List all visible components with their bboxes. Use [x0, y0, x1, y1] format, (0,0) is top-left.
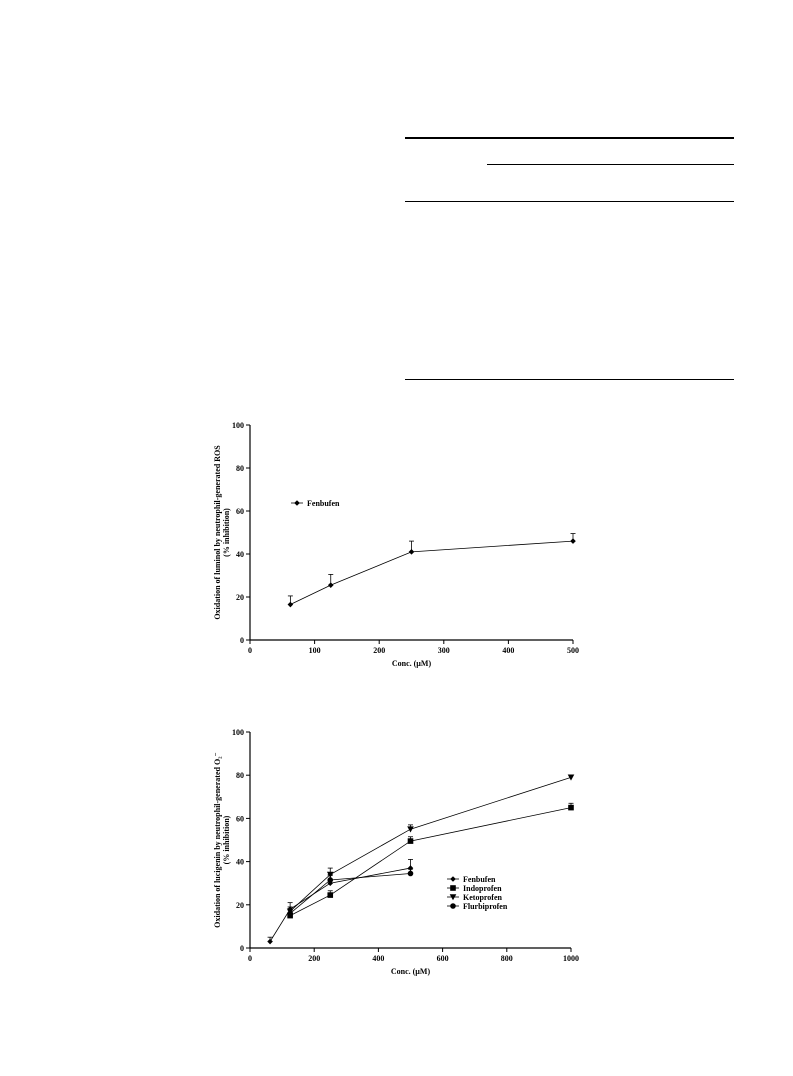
data-point-flurbiprofen: [408, 871, 414, 877]
legend-marker-flurbiprofen: [450, 903, 456, 909]
y-tick-label: 0: [240, 636, 244, 645]
legend-label: Indoprofen: [463, 884, 502, 893]
series-line-fenbufen: [290, 541, 573, 604]
data-point-flurbiprofen: [287, 911, 293, 917]
y-axis-title: (% inhibition): [222, 815, 231, 865]
legend-label: Ketoprofen: [463, 893, 502, 902]
legend-marker-indoprofen: [450, 885, 456, 891]
series-line-ketoprofen: [290, 777, 571, 911]
x-tick-label: 800: [500, 954, 513, 963]
data-point-indoprofen: [327, 892, 333, 898]
x-tick-label: 200: [308, 954, 321, 963]
y-axis-title: Oxidation of lucigenin by neutrophil-generated O₂⁻: [213, 752, 222, 928]
data-point-ketoprofen: [568, 775, 575, 781]
x-axis-title: Conc. (µM): [390, 967, 431, 976]
x-tick-label: 300: [437, 646, 450, 655]
x-tick-label: 500: [567, 646, 579, 655]
x-tick-label: 0: [248, 646, 252, 655]
legend-marker-fenbufen: [294, 500, 300, 506]
y-tick-label: 40: [236, 857, 244, 867]
y-tick-label: 60: [236, 814, 244, 824]
data-point-indoprofen: [408, 838, 414, 844]
data-point-ketoprofen: [407, 826, 414, 832]
data-point-fenbufen: [328, 582, 334, 588]
series-line-indoprofen: [290, 808, 571, 916]
y-tick-label: 20: [236, 593, 244, 602]
chart-luminol: [0, 400, 793, 700]
x-tick-label: 0: [248, 954, 252, 963]
x-tick-label: 400: [372, 954, 385, 963]
y-tick-label: 60: [236, 507, 244, 516]
data-point-fenbufen: [409, 549, 415, 555]
x-tick-label: 200: [373, 646, 386, 655]
y-tick-label: 80: [236, 464, 244, 473]
x-tick-label: 1000: [563, 954, 579, 963]
legend-label: Fenbufen: [307, 499, 340, 508]
data-point-fenbufen: [267, 939, 273, 945]
y-tick-label: 100: [232, 728, 244, 737]
y-axis-title: Oxidation of luminol by neutrophil-generated ROS: [213, 445, 222, 620]
y-tick-label: 20: [236, 900, 244, 910]
y-tick-label: 80: [236, 771, 244, 781]
legend-label: Flurbiprofen: [463, 902, 508, 911]
x-axis-title: Conc. (µM): [391, 659, 432, 668]
table-header-subrule: [487, 164, 734, 165]
data-point-fenbufen: [570, 538, 576, 544]
x-tick-label: 100: [308, 646, 321, 655]
table-top-rule: [405, 137, 734, 139]
y-tick-label: 40: [236, 550, 244, 559]
y-tick-label: 100: [232, 421, 244, 430]
chart-lucigenin: [0, 712, 793, 1012]
data-point-indoprofen: [568, 805, 574, 811]
x-tick-label: 400: [502, 646, 515, 655]
table-bottom-rule: [405, 379, 734, 380]
y-tick-label: 0: [240, 944, 244, 953]
data-point-fenbufen: [288, 602, 294, 608]
data-point-flurbiprofen: [327, 877, 333, 883]
x-tick-label: 600: [436, 954, 449, 963]
y-axis-title: (% inhibition): [222, 508, 231, 557]
legend-label: Fenbufen: [463, 875, 496, 884]
legend-marker-fenbufen: [450, 876, 456, 882]
table-header-bottom-rule: [405, 201, 734, 202]
